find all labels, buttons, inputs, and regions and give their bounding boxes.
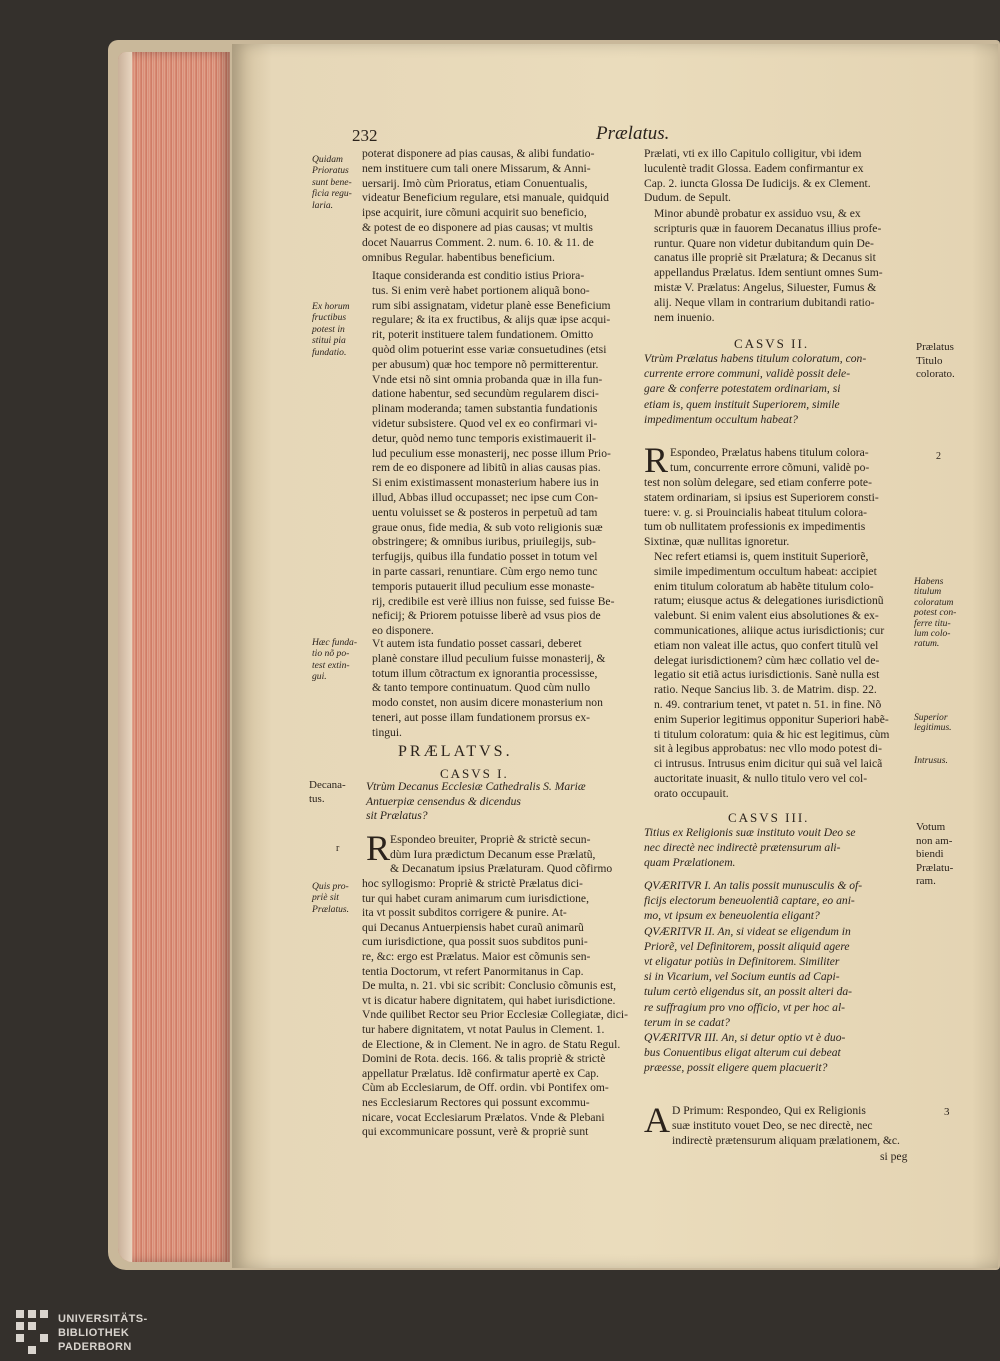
body-line: nes Ecclesiarum Rectores qui possunt excommu-: [362, 1096, 590, 1109]
margin-note: lum colo-: [914, 628, 951, 639]
margin-note: stitui pia: [312, 335, 346, 347]
body-line: in parte cassari, renuntiare. Cùm ergo nemo tunc: [372, 565, 598, 578]
margin-note: gui.: [312, 671, 327, 683]
body-line: terfugijs, quibus illa fundatio posset in totum vel: [372, 550, 598, 564]
question-line: etiam is, quem instituit Superiorem, simile: [644, 397, 840, 411]
stray-mark: 2: [936, 451, 941, 462]
margin-note: Superior: [914, 712, 948, 723]
quaeritur-line: mo, vt ipsum ex beneuolentia eligant?: [644, 909, 820, 923]
body-line: statem ordinariam, si ipsius est Superiorem consti-: [644, 490, 879, 504]
body-line: tingui.: [372, 725, 402, 739]
question-line: Titius ex Religionis suæ instituto vouit Deo se: [644, 826, 856, 839]
section-title: PRÆLATVS.: [398, 743, 513, 760]
body-line: Sixtinæ, quæ nullitas ignoretur.: [644, 535, 790, 549]
body-line: auctoritate inuasit, & nullo titulo vero vel col-: [654, 772, 868, 785]
body-line: rum sibi assignatam, videtur planè esse Beneficium: [372, 298, 611, 312]
drop-cap-letter: R: [366, 828, 391, 868]
margin-note: legitimus.: [914, 722, 952, 734]
margin-note: coloratum: [914, 596, 954, 608]
body-line: D Primum: Respondeo, Qui ex Religionis: [672, 1104, 866, 1117]
body-line: tus. Si enim verè habet portionem aliquã bono-: [372, 283, 590, 297]
body-line: Prælati, vti ex illo Capitulo colligitur, vbi idem: [644, 147, 862, 160]
body-line: suæ instituto vouet Deo, se nec directè, nec: [672, 1119, 873, 1133]
body-line: Itaque consideranda est conditio istius Priora-: [372, 269, 585, 282]
body-line: Domini de Rota. decis. 166. & talis propriè & strictè: [362, 1052, 606, 1066]
margin-note: biendi: [916, 848, 944, 861]
margin-note: Prælatus: [916, 341, 954, 353]
body-line: regulare; & ita ex fructibus, & alijs quæ ipse acqui-: [372, 313, 611, 327]
body-line: simile impedimentum occultum habeat: accipiet: [654, 564, 877, 578]
body-line: ratum; eiusque actus & delegationes iurisdictionũ: [654, 594, 884, 608]
running-title: Prælatus.: [596, 123, 670, 144]
body-line: rit, poterit instituere talem fundationem. Omitto: [372, 328, 594, 342]
margin-note: non am-: [916, 834, 953, 847]
margin-note: Votum: [916, 821, 946, 833]
quaeritur-line: QVÆRITVR II. An, si videat se eligendum in: [644, 924, 851, 938]
library-name-line2: BIBLIOTHEK: [58, 1327, 130, 1339]
quaeritur-line: Priorẽ, vel Definitorem, possit aliquid agere: [644, 939, 850, 953]
body-line: ti titulum coloratum: quia & hic est legitimus, cùm: [654, 727, 890, 741]
body-line: Vnde etsi nõ sint omnia probanda quæ in illa fun-: [372, 372, 603, 386]
body-line: De multa, n. 21. vbi sic scribit: Conclusio cõmunis est,: [362, 979, 617, 993]
body-line: quòd olim potuerint esse variæ consuetudines (etsi: [372, 343, 607, 356]
margin-note: laria.: [312, 199, 334, 211]
body-line: nem instituere cum tali onere Missarum, & Anni-: [362, 161, 591, 175]
body-line: sit à legibus approbatus: nec vllo modo potest di-: [654, 742, 882, 756]
body-line: rem de eo disponere ad libitũ in alias causas pias.: [372, 461, 601, 475]
body-line: appellandus Prælatus. Idem sentiunt omnes Sum-: [654, 266, 883, 280]
margin-note: tio nõ po-: [312, 648, 350, 660]
body-line: detur, quòd nemo tunc temporis existimauerit il-: [372, 431, 596, 445]
body-line: eo disponere.: [372, 624, 434, 638]
question-line: Vtrùm Prælatus habens titulum coloratum, con-: [644, 352, 867, 365]
margin-note: Prioratus: [312, 165, 349, 177]
body-line: test non solùm delegare, sed etiam conferre pote-: [644, 476, 872, 489]
body-line: uentu voluisset se & posteros in perpetuũ ad tam: [372, 505, 598, 519]
margin-note: test extin-: [312, 659, 350, 671]
quaeritur-line: QVÆRITVR III. An, si detur optio vt è duo-: [644, 1031, 846, 1044]
body-line: n. 49. contrarium tenet, vt patet n. 51. in fine. Nõ: [654, 698, 882, 711]
quaeritur-line: re suffragium pro vno officio, vt per hoc al-: [644, 1000, 846, 1014]
margin-note: ferre titu-: [914, 617, 951, 629]
margin-note: Habens: [914, 576, 944, 587]
margin-note: Decana-: [309, 779, 346, 791]
question-line: currente errore communi, validè possit dele-: [644, 367, 851, 381]
body-line: & Decanatum ipsius Prælaturam. Quod cõfirmo: [390, 862, 613, 876]
body-line: ita vt possit subditos corrigere & punire. At-: [362, 906, 567, 920]
drop-cap-letter: A: [644, 1100, 670, 1140]
margin-note: Quidam: [312, 154, 343, 165]
question-line: nec directè nec indirectè prætensurum ali-: [644, 841, 841, 855]
body-line: neficij; & Priorem potuisse liberè ad vsus pios de: [372, 609, 601, 623]
body-line: ipse acquirit, iure cõmuni acquirit suo beneficio,: [362, 206, 587, 220]
body-line: Espondeo breuiter, Propriè & strictè secun-: [390, 833, 591, 846]
margin-note: Hæc funda-: [312, 637, 358, 648]
question-line: gare & conferre potestatem ordinariam, si: [644, 382, 841, 396]
body-line: tum ob nullitatem professionis ex impedimentis: [644, 520, 866, 534]
margin-note: ratum.: [914, 638, 940, 650]
quaeritur-line: bus Conuentibus eligat alterum cui debeat: [644, 1046, 841, 1060]
body-line: dùm Iura prædictum Decanum esse Prælatũ,: [390, 847, 596, 861]
body-line: scripturis quæ in fauorem Decanatus illius profe-: [654, 221, 882, 235]
body-line: & potest de eo disponere ad pias causas; vt multis: [362, 221, 593, 234]
body-line: uersarij. Imò cùm Prioratus, etiam Conuentualis,: [362, 176, 588, 190]
quaeritur-line: tulum certò eligendus sit, an possit alteri da-: [644, 985, 853, 999]
body-line: tentia Doctorum, vt refert Panormitanus in Cap.: [362, 964, 584, 978]
body-line: illud, Abbas illud occupasset; nec ipse cum Con-: [372, 491, 599, 504]
body-line: nicare, vocat Ecclesiarum Prælatos. Vnde & Plebani: [362, 1110, 605, 1124]
quaeritur-line: ficijs electorum beneuolentiã captare, eo ani-: [644, 894, 855, 908]
body-line: Cap. 2. iuncta Glossa De Iudicijs. & ex Clement.: [644, 176, 871, 190]
body-line: temporis putauerit illud peculium esse monaste-: [372, 579, 595, 593]
body-line: Cùm ab Ecclesiarum, de Off. ordin. vbi Pontifex om-: [362, 1081, 609, 1095]
quaeritur-line: QVÆRITVR I. An talis possit munusculis & of-: [644, 879, 863, 892]
margin-note: fundatio.: [312, 346, 347, 358]
margin-note: ram.: [916, 875, 936, 888]
body-line: Dudum. de Sepult.: [644, 191, 731, 205]
body-line: vt is dicatur habere dignitatem, qui habet iurisdictione.: [362, 993, 616, 1007]
margin-note: priè sit: [312, 892, 339, 904]
body-line: legatio sit etiã actus iurisdictionis. Sanè nulla est: [654, 668, 880, 682]
body-line: Vnde quilibet Rector seu Prior Ecclesiæ Collegiatæ, dici-: [362, 1008, 628, 1022]
body-line: videtur subsistere. Quod vel ex eo confirmari vi-: [372, 417, 598, 430]
quaeritur-line: vt eligatur potiùs in Definitorem. Similiter: [644, 955, 840, 968]
body-line: indirectè prætensurum aliquam prælationem, &c.: [672, 1134, 900, 1148]
body-line: hoc syllogismo: Propriè & strictè Prælatus dici-: [362, 877, 583, 890]
body-line: delegat iurisdictionem? cùm hæc collatio vel de-: [654, 653, 880, 667]
casus-title: CASVS II.: [734, 336, 810, 351]
question-line: sit Prælatus?: [366, 809, 428, 822]
body-line: teneri, aut posse illam fundationem prorsus ex-: [372, 711, 590, 724]
body-line: omnibus Regular. habentibus beneficium.: [362, 250, 555, 264]
margin-note: Prælatus.: [312, 903, 350, 915]
body-line: totum illum cõtractum ex ignorantia processisse,: [372, 666, 598, 680]
body-line: lud peculium esse monasterij, nec posse illum Prio-: [372, 446, 611, 460]
body-line: Minor abundè probatur ex assiduo vsu, & ex: [654, 207, 861, 220]
margin-note: Intrusus.: [914, 755, 948, 766]
body-line: nem inuenio.: [654, 310, 715, 324]
body-line: rij, credibile est verè illius non fuisse, sed fuisse Be-: [372, 594, 615, 608]
stray-mark: r: [336, 843, 340, 854]
body-line: poterat disponere ad pias causas, & alibi fundatio-: [362, 147, 595, 160]
library-name-line3: PADERBORN: [58, 1341, 132, 1353]
casus-title: CASVS III.: [728, 810, 810, 825]
body-line: videatur Beneficium regulare, etsi manuale, quidquid: [362, 191, 609, 205]
question-line: quam Prælationem.: [644, 856, 736, 870]
margin-note: titulum: [914, 586, 942, 598]
body-line: datione habentur, sed secundùm regularem disci-: [372, 387, 599, 401]
body-line: appellatur Prælatus. Idẽ confirmatur apertè ex Cap.: [362, 1066, 599, 1080]
library-name-line1: UNIVERSITÄTS-: [58, 1313, 148, 1325]
quaeritur-line: præesse, possit eligere quem placuerit?: [644, 1061, 828, 1075]
casus-title: CASVS I.: [440, 766, 509, 781]
body-line: ci intrusus. Intrusus enim dicitur qui suã vel laicã: [654, 757, 883, 771]
body-line: etiam non valeat ille actus, quo confert titulũ vel: [654, 638, 879, 652]
margin-note: Quis pro-: [312, 881, 349, 892]
body-line: obstringere; & omnibus iuribus, priuilegijs, sub-: [372, 535, 596, 549]
page-number: 232: [352, 126, 378, 145]
body-line: qui Decanus Antuerpiensis habet curaũ animarũ: [362, 920, 584, 934]
body-line: modo constet, non ausim dicere monasterium non: [372, 696, 603, 710]
body-line: plinam moderanda; tamen substantia fundationis: [372, 402, 598, 416]
body-line: Nec refert etiamsi is, quem instituit Superiorẽ,: [654, 550, 869, 563]
page-edges: [118, 52, 230, 1262]
body-line: tur qui habet curam animarum cum iurisdictione,: [362, 891, 589, 905]
body-line: de Electione, & in Clement. Ne in agro. de Statu Regul.: [362, 1037, 621, 1051]
body-line: tur habere dignitatem, vt notat Paulus in Clement. 1.: [362, 1023, 605, 1036]
margin-note: ficia regu-: [312, 188, 352, 200]
body-line: communicationes, aliique actus iurisdictionis; cur: [654, 624, 885, 637]
body-line: tum, concurrente errore cõmuni, validè po-: [670, 460, 870, 474]
body-line: orato occupauit.: [654, 786, 729, 800]
body-line: Vt autem ista fundatio posset cassari, deberet: [372, 637, 582, 650]
quaeritur-line: terum in se cadat?: [644, 1015, 730, 1029]
drop-cap-letter: R: [644, 440, 669, 480]
margin-note: sunt bene-: [312, 176, 352, 188]
margin-note: potest con-: [914, 607, 957, 619]
question-line: impedimentum occultum habeat?: [644, 412, 798, 426]
body-line: qui excommunicare possunt, verè & propriè sunt: [362, 1125, 589, 1139]
quaeritur-line: si in Vicarium, vel Socium euntis ad Capi-: [644, 970, 840, 984]
stray-mark: 3: [944, 1106, 950, 1118]
margin-note: fructibus: [312, 312, 347, 324]
body-line: ratio. Neque Sancius lib. 3. de Matrim. disp. 22.: [654, 683, 877, 697]
question-line: Vtrùm Decanus Ecclesiæ Cathedralis S. Mariæ: [366, 780, 586, 793]
body-line: mistæ V. Prælatus: Angelus, Siluester, Fumus &: [654, 281, 877, 294]
margin-note: potest in: [312, 323, 345, 335]
body-line: luculentè tradit Glossa. Eadem confirmantur ex: [644, 161, 864, 175]
margin-note: colorato.: [916, 368, 955, 381]
margin-note: tus.: [309, 793, 325, 805]
body-line: per abusum) quæ hoc tempore nõ permitterentur.: [372, 357, 599, 371]
body-line: runtur. Quare non videtur dubitandum quin De-: [654, 236, 874, 250]
body-line: enim Superior legitimus opponitur Superiori habẽ-: [654, 712, 889, 726]
margin-note: Ex horum: [312, 301, 350, 312]
body-line: re, &c: ergo est Prælatus. Maior est cõmunis sen-: [362, 950, 591, 963]
body-line: enim titulum coloratum ab habẽte titulum colo-: [654, 579, 874, 593]
body-line: planè constare illud peculium fuisse monasterij, &: [372, 651, 606, 665]
body-line: si peg: [880, 1149, 908, 1163]
body-line: docet Nauarrus Comment. 2. num. 6. 10. & 11. de: [362, 235, 594, 249]
body-line: alij. Neque vllam in contrarium dubitandi ratio-: [654, 295, 875, 309]
margin-note: Prælatu-: [916, 861, 954, 874]
body-line: Si enim existimassent monasterium habere ius in: [372, 476, 599, 490]
body-line: graue onus, fide media, & sub voto religionis suæ: [372, 520, 603, 534]
body-line: valebunt. Si enim valent eius absolutiones & ex-: [654, 609, 879, 623]
body-line: Espondeo, Prælatus habens titulum colora-: [670, 446, 869, 459]
body-line: canatus ille propriè sit Prælatura; & Decanus sit: [654, 251, 876, 265]
body-line: & tanto tempore continuatum. Quod cùm nullo: [372, 681, 590, 695]
question-line: Antuerpiæ censendus & dicendus: [366, 794, 521, 808]
library-logo-icon: [14, 1306, 52, 1354]
body-line: cum iurisdictione, qua possit suos subditos puni-: [362, 935, 588, 949]
body-line: tuere: v. g. si Prouincialis habeat titulum colora-: [644, 505, 868, 519]
margin-note: Titulo: [916, 354, 943, 367]
